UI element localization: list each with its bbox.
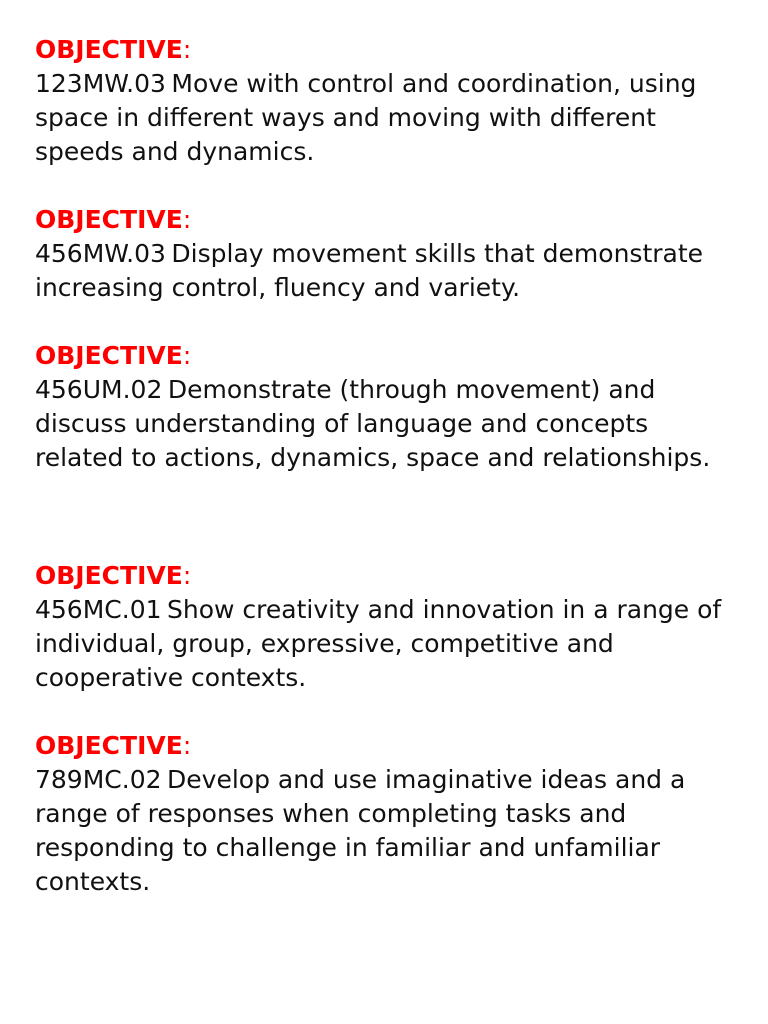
objective-1 [35, 33, 733, 169]
objective-description [35, 67, 733, 169]
objective-description [35, 237, 733, 305]
objective-description [35, 373, 733, 475]
objective-label: OBJECTIVE [35, 561, 183, 590]
objective-3 [35, 339, 733, 475]
objective-code: 456MW.03 [35, 239, 166, 268]
objective-text: Move with control and coordination, using space in different ways and moving with different speeds and dynamics. [35, 69, 697, 166]
objective-text: Develop and use imaginative ideas and a range of responses when completing tasks and responding to challenge in familiar and unfamiliar contexts. [35, 765, 686, 896]
objective-colon: : [182, 341, 192, 370]
objective-2 [35, 203, 733, 305]
objective-description [35, 763, 733, 899]
objective-heading [35, 339, 733, 373]
objective-label: OBJECTIVE [35, 341, 183, 370]
objective-label: OBJECTIVE [35, 35, 183, 64]
objective-text: Show creativity and innovation in a range of individual, group, expressive, competitive and cooperative contexts. [35, 595, 722, 692]
objective-heading [35, 33, 733, 67]
objective-code: 456UM.02 [35, 375, 163, 404]
objective-description [35, 593, 733, 695]
objective-colon: : [182, 731, 192, 760]
objective-code: 456MC.01 [35, 595, 162, 624]
objective-heading [35, 559, 733, 593]
objective-code: 123MW.03 [35, 69, 166, 98]
objective-4 [35, 559, 733, 695]
objective-heading [35, 729, 733, 763]
objective-label: OBJECTIVE [35, 205, 183, 234]
objective-text: Display movement skills that demonstrate increasing control, fluency and variety. [35, 239, 704, 302]
objective-label: OBJECTIVE [35, 731, 183, 760]
objective-colon: : [182, 561, 192, 590]
objective-5 [35, 729, 733, 899]
objective-heading [35, 203, 733, 237]
objective-text: Demonstrate (through movement) and discuss understanding of language and concepts related to actions, dynamics, space and relationships. [35, 375, 711, 472]
objective-colon: : [182, 35, 192, 64]
objective-colon: : [182, 205, 192, 234]
objective-code: 789MC.02 [35, 765, 162, 794]
